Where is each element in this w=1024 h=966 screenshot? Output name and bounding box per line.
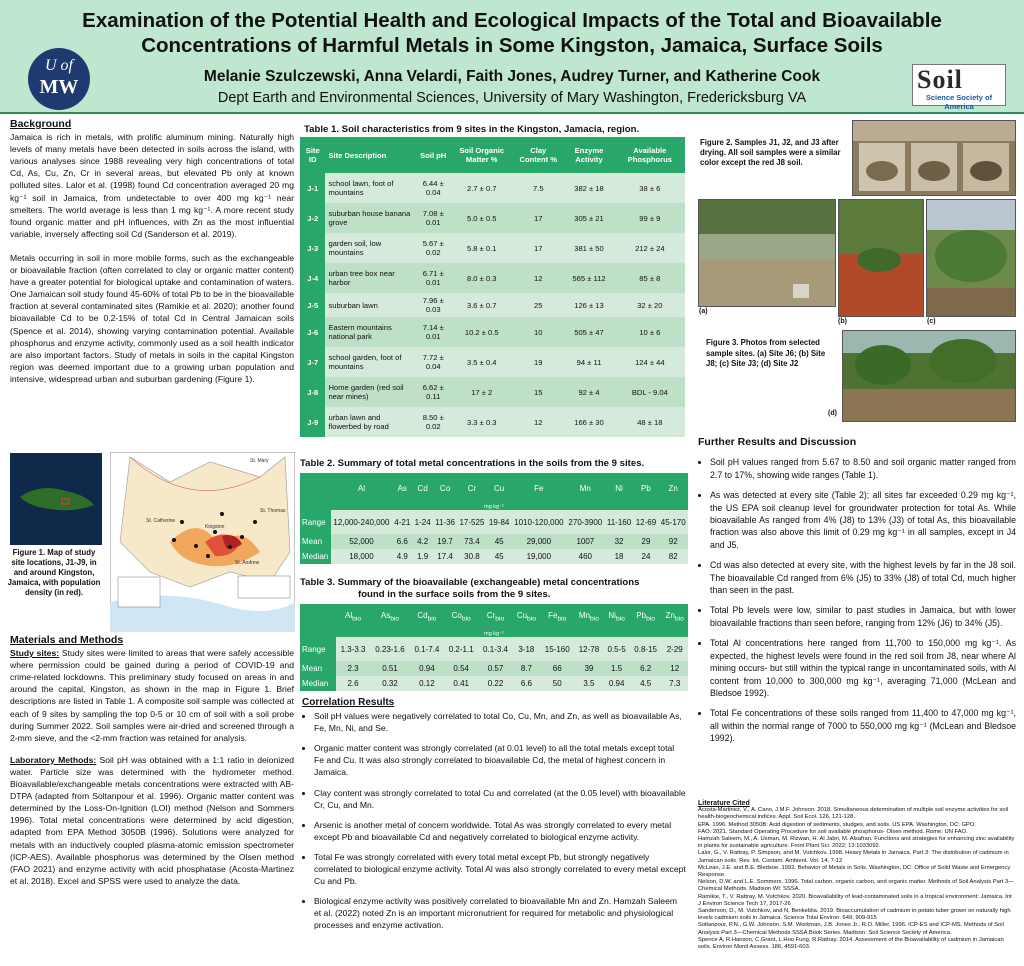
- reference-item: Sanderson, D., M. Vutchkov, and N. Benkeblia. 2019. Bioaccumulation of cadmium in potato tuber grown on naturally high levels cadmium soils in Jamaica. Science Total Environ. 649, 909-915: [698, 908, 1011, 922]
- lab-text: Soil pH was obtained with a 1:1 ratio in deionized water. Particle size was determined with the hydrometer method. Bioavailable/exchangeable metals concentrations were extracted with AB-DTPA (adapted from Soltanpour et al. 1996). Organic matter content was determined by the Loss-On-Ignition (LOI) method (Nelson and Sommers 1996). Total metal concentrations were determined by acid digestion, adapted from EPA Method 3050B (1996). Solutions were analyzed for metals with an inductively coupled plasma-atomic emission spectrometer (ICP-AES). Available phosphorus was determined by the Olsen method (FAO 2021) and enzyme activity with acid phosphatase (Acosta-Martinez et al. 2018). Excel and SPSS were used to analyze the data.: [10, 754, 295, 886]
- t3-h-as-sym: As: [380, 611, 391, 621]
- t3-h-co-sym: Co: [451, 611, 462, 621]
- table-cell: 7.72 ± 0.04: [416, 347, 450, 377]
- t2-h-as: As: [392, 473, 412, 503]
- table-cell: J-4: [300, 263, 325, 293]
- fig3-label-b: (b): [838, 318, 847, 325]
- map-label-st-thomas: St. Thomas: [260, 508, 286, 514]
- table-cell: 17: [513, 233, 563, 263]
- table-cell: 0.2-1.1: [444, 637, 478, 661]
- background-section: [10, 118, 294, 393]
- table-cell: 3.3 ± 0.3: [450, 407, 513, 437]
- list-item: • Total Al concentrations here ranged from 11,700 to 150,000 mg kg⁻¹. As expected, the highest levels were found in the red soil from J8, near where Al mining occurs- but still within the typical range in uncontaminated soils, with Al content from 10,000 to 300,000 mg kg⁻¹, averaging 71,000 (McLean and Bledsoe 1992).: [710, 637, 1016, 699]
- table-cell: 4.5: [630, 676, 662, 691]
- table-cell: Median: [300, 676, 336, 691]
- figure3-photo-a: [698, 199, 836, 307]
- t2-h-fe: Fe: [512, 473, 566, 503]
- table-cell: J-8: [300, 377, 325, 407]
- reference-item: Lalor, G., V. Rattray, P. Simpson, and M. Vutchkov. 1998. Heavy Metals in Jamaica. Part 3: The distribution of cadmium in Jamaican soils. Rev. Int. Contam. Ambient. Vol. 14, 7-12: [698, 850, 1009, 864]
- table-cell: J-7: [300, 347, 325, 377]
- list-item: • As was detected at every site (Table 2); all sites far exceeded 0.29 mg kg⁻¹, the US EPA soil cleanup level for groundwater protection for total As. While bioavailable As ranged from 4% (J8) to 13% (J3) of total As, this bioavailable fraction was also above this limit of 0.29 mg kg⁻¹ in all samples, except in J4 and J5.: [710, 489, 1016, 551]
- table-cell: 4.2: [412, 534, 432, 549]
- t2-h-cr: Cr: [457, 473, 486, 503]
- table-cell: 24: [633, 549, 658, 564]
- table-cell: urban tree box near harbor: [325, 263, 416, 293]
- table-cell: 6.44 ± 0.04: [416, 173, 450, 203]
- t2-h-cu: Cu: [487, 473, 512, 503]
- references-section: [698, 800, 1016, 951]
- t3-h-co: [444, 604, 478, 630]
- t1-h-id: Site ID: [300, 137, 325, 173]
- table-cell: 45: [487, 549, 512, 564]
- table-cell: 3-18: [513, 637, 540, 661]
- table-cell: 0.1-3.4: [478, 637, 512, 661]
- table-cell: J-6: [300, 317, 325, 347]
- table-cell: 18: [605, 549, 634, 564]
- jamaica-inset-map: [10, 453, 102, 545]
- t1-h-ph: Soil pH: [416, 137, 450, 173]
- table-cell: school lawn, foot of mountains: [325, 173, 416, 203]
- t2-h-co: Co: [433, 473, 457, 503]
- t3-h-zn-sym: Zn: [665, 611, 675, 621]
- t3-h-as-sub: bio: [390, 615, 400, 623]
- table-cell: Mean: [300, 534, 331, 549]
- table-cell: 12: [513, 263, 563, 293]
- list-item: • Total Fe concentrations of these soils ranged from 11,400 to 47,000 mg kg⁻¹, all within the normal range of 7000 to 550,000 mg kg⁻¹ (McLean and Bledsoe 1992).: [710, 707, 1016, 744]
- t3-h-fe-sub: bio: [557, 615, 567, 623]
- figure2-photo-samples: [852, 120, 1016, 196]
- table-cell: 29,000: [512, 534, 566, 549]
- t3-h-ni-sym: Ni: [608, 611, 616, 621]
- methods-sites-paragraph: [10, 647, 294, 744]
- table-cell: 4-21: [392, 510, 412, 534]
- table-cell: 5.67 ± 0.02: [416, 233, 450, 263]
- reference-item: Acosta-Martinez, V., A. Cano, J.M.F. Johnson. 2018. Simultaneous determination of multiple soil enzyme activities for soil health-biogeochemical indices. Appl. Soil Ecol. 126, 121-128.: [698, 807, 1009, 821]
- table-cell: 0.54: [444, 661, 478, 676]
- table-cell: 0.22: [478, 676, 512, 691]
- t3-h-cr: [478, 604, 512, 630]
- background-paragraph-1: Jamaica is rich in metals, with prolific aluminum mining. Naturally high levels of many metals have been detected in soils across the island, with various analyses since 1988 revealing very high concentrations of total Cd, As, Cu, Zn, Cr in several areas, but elevated Pb only at known polluted sites. Lalor et al. (1998) found Cd concentration averaged 20 mg kg⁻¹ soil in Jamaica, from undetectable to over 400 mg kg⁻¹ near smelters. The world average is less than 1 mg kg⁻¹. A more recent study found organic matter and pH influences, with Zn as the most influential variable, inversely affecting soil Cd (Sanderson et al. 2019).: [10, 132, 294, 239]
- t1-h-clay: Clay Content %: [513, 137, 563, 173]
- table-cell: Mean: [300, 661, 336, 676]
- table-cell: 305 ± 21: [563, 203, 614, 233]
- list-item: • Organic matter content was strongly correlated (at 0.01 level) to all the total metals except total Fe and Cu. It was also strongly correlated to bioavailable Cd, the metal of highest concern in Jamaica.: [314, 742, 686, 778]
- table-cell: 166 ± 30: [563, 407, 614, 437]
- t3-h-cd-sym: Cd: [417, 611, 428, 621]
- table-cell: BDL - 9.04: [615, 377, 685, 407]
- t2-h-ni: Ni: [605, 473, 634, 503]
- table-cell: 0.94: [603, 676, 629, 691]
- table-cell: 0.51: [370, 661, 410, 676]
- table-cell: J-9: [300, 407, 325, 437]
- t3-h-zn: [661, 604, 688, 630]
- table-cell: 3.5: [574, 676, 603, 691]
- sssa-logo-word: Soil: [917, 65, 963, 94]
- map-label-st-andrew: St. Andrew: [235, 560, 260, 566]
- t2-h-zn: Zn: [658, 473, 688, 503]
- table-cell: 505 ± 47: [563, 317, 614, 347]
- table-cell: 381 ± 50: [563, 233, 614, 263]
- table-cell: 11-36: [433, 510, 457, 534]
- t3-h-pb: [630, 604, 662, 630]
- t3-h-al-sym: Al: [345, 611, 353, 621]
- table-cell: 45-170: [658, 510, 688, 534]
- figure3-caption: Figure 3. Photos from selected sample sites. (a) Site J6; (b) Site J8; (c) Site J3; (d) Site J2: [706, 338, 826, 368]
- t3-h-zn-sub: bio: [674, 615, 684, 623]
- t3-h-cu-sym: Cu: [516, 611, 528, 621]
- t3-h-as: [370, 604, 410, 630]
- table-cell: 17.4: [433, 549, 457, 564]
- table-cell: 17-525: [457, 510, 486, 534]
- table2: [300, 473, 688, 564]
- table-cell: 3.6 ± 0.7: [450, 293, 513, 317]
- table-cell: 7.3: [661, 676, 688, 691]
- table-cell: 19-84: [487, 510, 512, 534]
- t3-h-pb-sub: bio: [646, 615, 655, 623]
- table-cell: 8.50 ± 0.02: [416, 407, 450, 437]
- t3-h-ni: [603, 604, 629, 630]
- table-cell: 10.2 ± 0.5: [450, 317, 513, 347]
- table-cell: 8.0 ± 0.3: [450, 263, 513, 293]
- t2-h-blank: [300, 473, 331, 503]
- table-cell: 66: [540, 661, 574, 676]
- table-cell: 0.5-5: [603, 637, 629, 661]
- figure3-photo-d: [842, 330, 1016, 422]
- table-cell: 124 ± 44: [615, 347, 685, 377]
- sites-label: Study sites:: [10, 648, 60, 659]
- table-cell: J-1: [300, 173, 325, 203]
- correlation-heading: Correlation Results: [302, 697, 395, 708]
- reference-item: Soltanpour, P.N., G.W. Johnson, S.M. Workman, J.B. Jones Jr., R.O. Miller. 1996. ICP-ES and ICP-MS. Methods of Soil Analysis Part 3—Chemical Methods SSSA Book Series. Madison: Soil Science Society of America.: [698, 922, 1004, 936]
- t2-h-al: Al: [331, 473, 392, 503]
- map-label-kingston: Kingston: [205, 524, 225, 530]
- table-cell: 10: [513, 317, 563, 347]
- table-cell: 10 ± 6: [615, 317, 685, 347]
- table-cell: 45: [487, 534, 512, 549]
- table-cell: 7.08 ± 0.01: [416, 203, 450, 233]
- table-cell: 12: [661, 661, 688, 676]
- logo-top-text: U of: [45, 57, 73, 74]
- table-cell: 1.5: [603, 661, 629, 676]
- table-cell: 11-160: [605, 510, 634, 534]
- reference-item: Ramikie, T., V. Rattray, M. Vutchkov. 2020. Bioavailability of lead-contaminated soils in a tropical environment: Jamaica. Int J Environ Science Tech 17, 2017-26: [698, 893, 1012, 907]
- table-cell: 19,000: [512, 549, 566, 564]
- table-cell: urban lawn and flowerbed by road: [325, 407, 416, 437]
- map-density-legend: [238, 576, 290, 598]
- table-cell: Range: [300, 637, 336, 661]
- table-cell: 0.57: [478, 661, 512, 676]
- t1-h-desc: Site Description: [325, 137, 416, 173]
- table-cell: 32: [605, 534, 634, 549]
- list-item: • Biological enzyme activity was positively correlated to bioavailable Mn and Zn. Hamzah Saleem et al. (2022) noted Zn is an important micronutrient for required for metabolic and physiological processes and enzyme activation.: [314, 895, 686, 931]
- lab-label: Laboratory Methods:: [10, 754, 97, 765]
- further-section: [698, 436, 1016, 753]
- table-cell: 0.32: [370, 676, 410, 691]
- t1-h-p: Available Phosphorus: [615, 137, 685, 173]
- table3-caption-line-2: found in the surface soils from the 9 sites.: [358, 589, 551, 600]
- t3-h-blank: [300, 604, 336, 630]
- further-heading: Further Results and Discussion: [698, 436, 857, 448]
- table-cell: 2-29: [661, 637, 688, 661]
- t3-h-mn: [574, 604, 603, 630]
- t2-h-pb: Pb: [633, 473, 658, 503]
- methods-section: [10, 634, 294, 895]
- table-cell: 15-160: [540, 637, 574, 661]
- table-cell: 6.6: [513, 676, 540, 691]
- reference-item: Spence A, R.Hanson, C.Grant, L.Hoo Fung, R.Rattray. 2014. Assessment of the Bioavailability of cadmium in Jamaican soils. Environ Monit Assess. 186, 4591-603.: [698, 936, 1004, 951]
- reference-item: Hamzah Saleem, M., A. Usman, M. Rizwan, H. Al Jabri, M. Alsafran. Functions and strategies for enhancing zinc availability in plants for sustainable agriculture. Front Plant Sci. 2022; 13:1033092.: [698, 836, 1015, 850]
- table-cell: 12,000-240,000: [331, 510, 392, 534]
- affiliation: Dept Earth and Environmental Sciences, University of Mary Washington, Fredericksburg VA: [217, 90, 807, 106]
- table-cell: 270-3900: [566, 510, 605, 534]
- t3-h-al-sub: bio: [352, 615, 362, 623]
- table-cell: 6.6: [392, 534, 412, 549]
- correlation-section: [302, 697, 686, 940]
- table-cell: Home garden (red soil near mines): [325, 377, 416, 407]
- table-cell: 6.62 ± 0.11: [416, 377, 450, 407]
- t3-h-al: [336, 604, 370, 630]
- table-cell: 0.8-15: [630, 637, 662, 661]
- table-cell: 73.4: [457, 534, 486, 549]
- list-item: • Soil pH values were negatively correlated to total Co, Cu, Mn, and Zn, as well as bioavailable As, Fe, Mn, Ni, and Se.: [314, 710, 686, 734]
- t3-h-pb-sym: Pb: [636, 611, 647, 621]
- table-cell: 565 ± 112: [563, 263, 614, 293]
- table-cell: 1010-120,000: [512, 510, 566, 534]
- table-cell: 7.5: [513, 173, 563, 203]
- sssa-logo-sub: Science Society of America: [925, 93, 993, 111]
- logo-bottom-text: MW: [39, 76, 79, 98]
- table-cell: garden soil, low mountains: [325, 233, 416, 263]
- table-cell: Median: [300, 549, 331, 564]
- table-cell: 94 ± 11: [563, 347, 614, 377]
- table-cell: suburban house banana grove: [325, 203, 416, 233]
- t3-h-cd: [410, 604, 444, 630]
- table-cell: school garden, foot of mountains: [325, 347, 416, 377]
- authors: Melanie Szulczewski, Anna Velardi, Faith Jones, Audrey Turner, and Katherine Cook: [203, 68, 821, 85]
- table-cell: 0.41: [444, 676, 478, 691]
- map-label-st-mary: St. Mary: [250, 458, 269, 464]
- table-cell: 7.96 ± 0.03: [416, 293, 450, 317]
- table-cell: 0.23-1.6: [370, 637, 410, 661]
- table-cell: suburban lawn: [325, 293, 416, 317]
- methods-lab-paragraph: [10, 754, 294, 887]
- table-cell: 1-24: [412, 510, 432, 534]
- figure3-photo-b: [838, 199, 924, 317]
- table-cell: 460: [566, 549, 605, 564]
- background-paragraph-2: Metals occurring in soil in more mobile forms, such as the exchangeable or bioavailable fraction (often correlated to clay or organic matter content) have a greater potential for biological uptake and contamination of waters. One Jamaican soil study found 45-60% of total Pb to be in the bioavailable fraction at several contaminated sites (Ramikie et al. 2020); another found bioavailable Cd to be 0.2-15% of total Cd in Central Jamaican soils (Spence et al. 2014), showing varying contamination potential. Available phosphorus and enzyme activity, commonly used as a soil health indicator are also important factors. Study of metals in soils in the capital Kingston region was deemed important due to a growing urban population and intensive, widespread urban and suburban gardening (Figure 1).: [10, 252, 294, 384]
- list-item: • Cd was also detected at every site, with the highest levels by far in the J8 soil. The bioavailable Cd ranged from 6% (J5) to 33% (J8) of total Cd, much higher than seen in the past.: [710, 559, 1016, 596]
- table-cell: 2.3: [336, 661, 370, 676]
- t3-h-cr-sym: Cr: [486, 611, 496, 621]
- reference-item: FAO. 2021. Standard Operating Procedure for soil available phosphorus- Olsen method. Rome: UN FAO.: [698, 828, 968, 835]
- table-cell: 92: [658, 534, 688, 549]
- table3-caption: [300, 577, 639, 601]
- fig3-label-c: (c): [927, 318, 936, 325]
- map-legend: [118, 577, 160, 607]
- reference-item: Nelson, D.W. and L.E. Sommers. 1996. Total carbon, organic carbon, and organic matter. Methods of Soil Analysis Part 3—Chemical Methods. Madison WI: SSSA.: [698, 879, 1014, 893]
- t3-h-cd-sub: bio: [427, 615, 437, 623]
- table-cell: 29: [633, 534, 658, 549]
- figure2-caption: Figure 2. Samples J1, J2, and J3 after drying. All soil samples were a similar color except the red J8 soil.: [700, 138, 841, 167]
- sites-text: Study sites were limited to areas that were safely accessible where permission could be gained during a period of COVID-19 and crime-related lockdowns. This preliminary study focused on areas in and around the capital, Kingston, as shown in the map in Figure 1. Brief descriptions are listed in Table 1. A composite soil sample was collected at each of 9 sites by sampling the top 0-5 or 10 cm of soil with a soil probe during Summer 2022. Soil samples were air-dried and screened through a 2-mm sieve, and the <2-mm fraction was retained for analysis.: [10, 648, 294, 743]
- reference-item: McLean, J.E. and B.E. Bledsoe. 1992. Behavior of Metals in Soils. Washington, DC: Office of Solid Waste and Emergency Response.: [698, 864, 1011, 879]
- table-cell: J-5: [300, 293, 325, 317]
- table-cell: 5.8 ± 0.1: [450, 233, 513, 263]
- fig3-label-d: (d): [828, 410, 837, 417]
- t3-h-cu: [513, 604, 540, 630]
- table-cell: 19.7: [433, 534, 457, 549]
- table-cell: 0.1-7.4: [410, 637, 444, 661]
- t3-h-co-sub: bio: [461, 615, 471, 623]
- umw-logo: [28, 48, 90, 110]
- table-cell: J-3: [300, 233, 325, 263]
- table-cell: 18,000: [331, 549, 392, 564]
- table-cell: 30.8: [457, 549, 486, 564]
- table-cell: 39: [574, 661, 603, 676]
- table-cell: 32 ± 20: [615, 293, 685, 317]
- list-item: • Clay content was strongly correlated to total Cu and correlated (at the 0.05 level) with bioavailable Cr, Cu, and Mn.: [314, 787, 686, 811]
- table-cell: 15: [513, 377, 563, 407]
- fig3-label-a: (a): [699, 308, 708, 315]
- table-cell: Eastern mountains national park: [325, 317, 416, 347]
- table-cell: J-2: [300, 203, 325, 233]
- t3-h-mn-sub: bio: [590, 615, 599, 623]
- table-cell: 0.12: [410, 676, 444, 691]
- t3-h-fe-sym: Fe: [548, 611, 558, 621]
- t2-h-mn: Mn: [566, 473, 605, 503]
- table1: [300, 137, 685, 437]
- t3-h-cr-sub: bio: [495, 615, 505, 623]
- table-cell: 7.14 ± 0.01: [416, 317, 450, 347]
- t3-h-fe: [540, 604, 574, 630]
- table-cell: 82: [658, 549, 688, 564]
- table-cell: 85 ± 8: [615, 263, 685, 293]
- table-cell: 52,000: [331, 534, 392, 549]
- table1-caption: Table 1. Soil characteristics from 9 sites in the Kingston, Jamacia, region.: [304, 124, 640, 135]
- map-label-st-catherine: St. Catherine: [146, 518, 176, 524]
- table-cell: 25: [513, 293, 563, 317]
- t3-h-ni-sub: bio: [615, 615, 625, 623]
- t3-unit-row: mg kg⁻¹: [300, 630, 688, 637]
- t2-unit-row: mg kg⁻¹: [300, 503, 688, 510]
- references-heading: Literature Cited: [698, 800, 750, 807]
- table-cell: 0.94: [410, 661, 444, 676]
- title-line-2: Concentrations of Harmful Metals in Some Kingston, Jamaica, Surface Soils: [141, 34, 883, 57]
- kingston-site-map: [110, 452, 295, 632]
- table-cell: 2.7 ± 0.7: [450, 173, 513, 203]
- table-cell: 1.3-3.3: [336, 637, 370, 661]
- correlation-list: [302, 710, 686, 931]
- table-cell: 50: [540, 676, 574, 691]
- table-cell: 92 ± 4: [563, 377, 614, 407]
- table-cell: 3.5 ± 0.4: [450, 347, 513, 377]
- list-item: • Total Pb levels were low, similar to past studies in Jamaica, but with lower bioavailable fractions than seen before, ranging from 12% (J6) to 34% (J5).: [710, 604, 1016, 629]
- methods-heading: Materials and Methods: [10, 634, 124, 646]
- t1-h-om: Soil Organic Matter %: [450, 137, 513, 173]
- table3-caption-line-1: Table 3. Summary of the bioavailable (exchangeable) metal concentrations: [300, 577, 640, 588]
- figure3-photo-c: [926, 199, 1016, 317]
- table-cell: 126 ± 13: [563, 293, 614, 317]
- list-item: • Total Fe was strongly correlated with every total metal except Pb, but strongly negatively correlated to biological enzyme activity. Total Al was also strongly correlated to every metal except Cu and Pb.: [314, 851, 686, 887]
- table-cell: 17: [513, 203, 563, 233]
- table-cell: 12: [513, 407, 563, 437]
- table-cell: 5.0 ± 0.5: [450, 203, 513, 233]
- t1-h-enzyme: Enzyme Activity: [563, 137, 614, 173]
- t3-h-mn-sym: Mn: [578, 611, 591, 621]
- table2-caption: Table 2. Summary of total metal concentrations in the soils from the 9 sites.: [300, 458, 645, 469]
- table-cell: 19: [513, 347, 563, 377]
- table-cell: 1.9: [412, 549, 432, 564]
- table-cell: 17 ± 2: [450, 377, 513, 407]
- figure1-caption: Figure 1. Map of study site locations, J1-J9, in and around Kingston, Jamaica, with population density (in red).: [7, 548, 101, 597]
- table-cell: 12-78: [574, 637, 603, 661]
- table-cell: 48 ± 18: [615, 407, 685, 437]
- title-line-1: Examination of the Potential Health and Ecological Impacts of the Total and Bioavailable: [82, 9, 942, 32]
- reference-item: EPA. 1996. Method 3050B: Acid digestion of sediments, sludges, and soils. US EPA. Washington, DC: GPO.: [698, 821, 976, 828]
- t2-h-cd: Cd: [412, 473, 432, 503]
- table-cell: 6.2: [630, 661, 662, 676]
- poster-header: [0, 0, 1024, 114]
- table-cell: 2.6: [336, 676, 370, 691]
- t3-h-cu-sub: bio: [527, 615, 536, 623]
- background-heading: Background: [10, 118, 72, 130]
- table3: [300, 604, 688, 691]
- poster-title: [0, 8, 1024, 58]
- table-cell: 38 ± 6: [615, 173, 685, 203]
- further-list: [698, 456, 1016, 744]
- table-cell: Range: [300, 510, 331, 534]
- sssa-logo: [912, 64, 1006, 111]
- list-item: • Arsenic is another metal of concern worldwide. Total As was strongly correlated to every metal except Pb and bioavailable Cd and negatively correlated to biological enzyme activity.: [314, 819, 686, 843]
- table-cell: 99 ± 9: [615, 203, 685, 233]
- table-cell: 212 ± 24: [615, 233, 685, 263]
- table-cell: 4.9: [392, 549, 412, 564]
- list-item: • Soil pH values ranged from 5.67 to 8.50 and soil organic matter ranged from 2.7 to 17%, showing wide ranges (Table 1).: [710, 456, 1016, 481]
- table-cell: 12-69: [633, 510, 658, 534]
- table-cell: 1007: [566, 534, 605, 549]
- table-cell: 6.71 ± 0.01: [416, 263, 450, 293]
- table-cell: 382 ± 18: [563, 173, 614, 203]
- table-cell: 8.7: [513, 661, 540, 676]
